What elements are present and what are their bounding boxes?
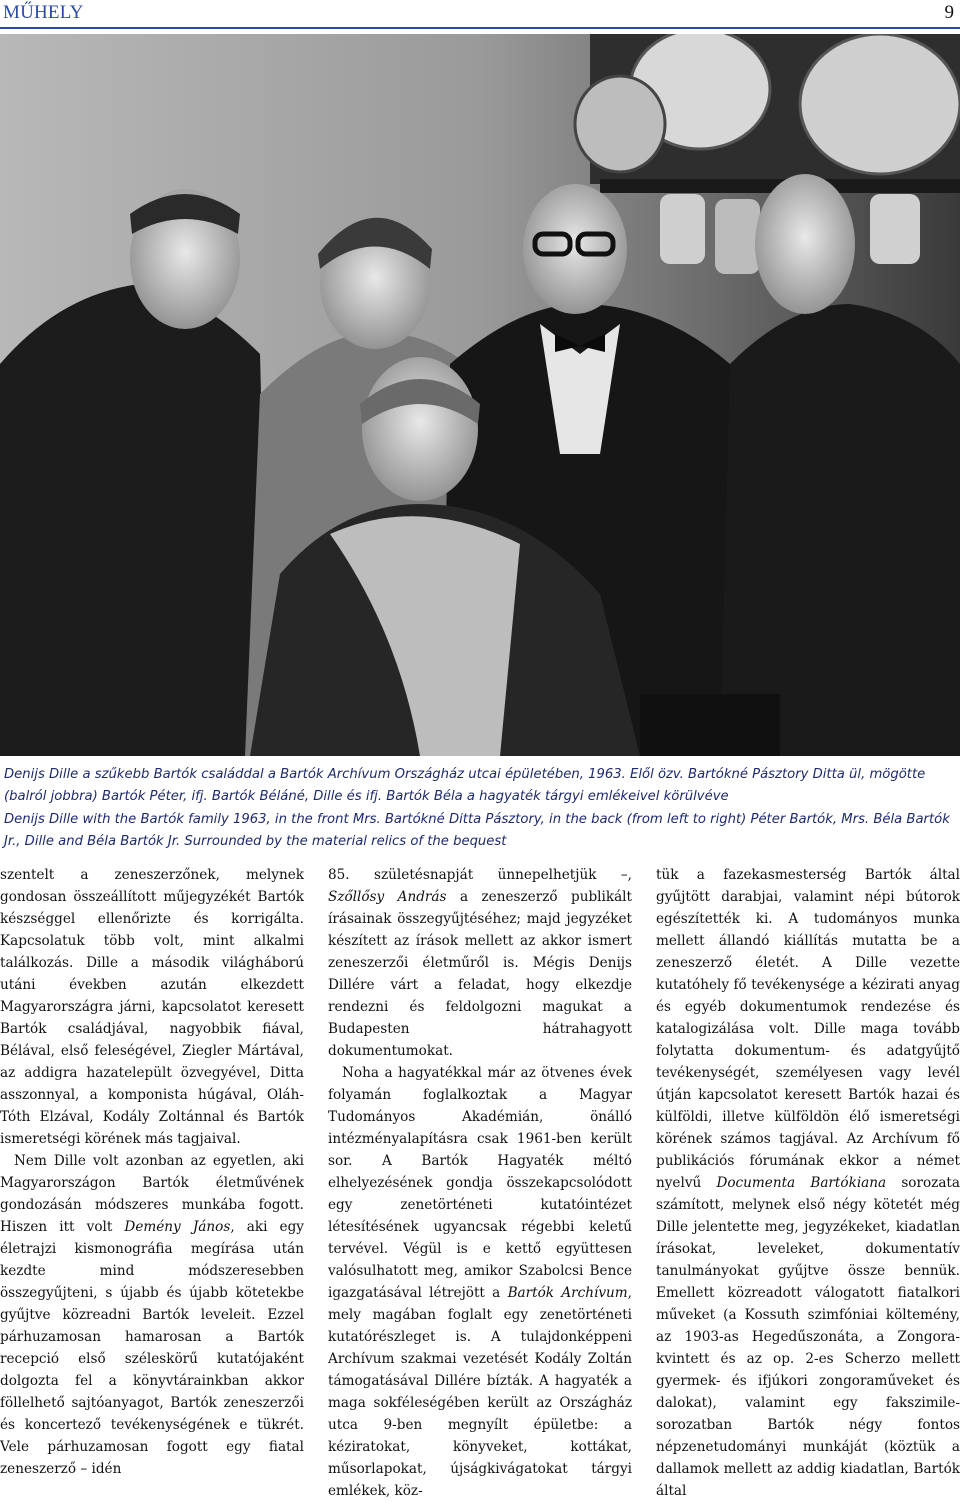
text-column-2 <box>328 864 632 1502</box>
photo-icon <box>0 34 960 756</box>
page-number: 9 <box>944 2 954 23</box>
person-name: Demény János <box>124 1219 231 1235</box>
text-run: a zeneszerző publikált írásainak összegyűjtéséhez; majd jegyzéket készített az írások mellett az akkor ismert zeneszerzői életműről is. Mégis Denijs Dillére várt a feladat, hogy elkezdje rendezni és feldolgozni magukat a Budapesten hátrahagyott dokumentumokat. <box>328 889 632 1059</box>
paragraph <box>0 1150 304 1480</box>
text-run: , aki egy életrajzi kismonográfia megírása után kezdte mind módszeresebben összegyűjteni, s újabb és újabb kötetekbe gyűjtve közreadni Bartók leveleit. Ezzel párhuzamosan hamarosan a Bartók recepció első széleskörű kutatójaként dolgozta fel a könyvtárainkban akkor föllelhető sajtóanyagot, Bartók zeneszerzői és koncertező tevékenységének e tükrét. Vele párhuzamosan fogott egy fiatal zeneszerző – idén <box>0 1219 304 1477</box>
text-run: tük a fazekasmesterség Bartók által gyűjtött darabjai, valamint népi bútorok egészítették ki. A tudományos munka mellett állandó kiállítás mutatta be a zeneszerző életét. A Dille vezette kutatóhely fő tevékenysége a kézirati anyag és egyéb dokumentumok rendezése és katalogizálása volt. Dille maga tovább folytatta dokumentum- és adatgyűjtő tevékenységét, személyesen vagy levél útján kapcsolatot keresett Bartók hazai és külföldi, illetve külföldön élő ismeretségi körének számos tagjával. Az Archívum fő publikációs fórumának ekkor a német nyelvű <box>656 867 960 1191</box>
text-column-3 <box>656 864 960 1502</box>
paragraph: szentelt a zeneszerzőnek, melynek gondosan összeállított műjegyzékét Bartók készséggel ellenőrizte és korrigálta. Kapcsolatuk több volt, mint alkalmi találkozás. Dille a második világháború utáni években azután elkezdett Magyarországra járni, kapcsolatot keresett Bartók családjával, nagyobbik fiával, Bélával, első feleségével, Ziegler Mártával, az addigra hazatelepült özvegyével, Ditta asszonnyal, a komponista húgával, Oláh-Tóth Elzával, Kodály Zoltánnal és Bartók ismeretségi körének más tagjaival. <box>0 867 304 1147</box>
article-body <box>0 864 960 1499</box>
text-run: , mely magában foglalt egy zenetörténeti kutatórészleget is. A tulajdonképpeni Archívum szakmai vezetését Kodály Zoltán támogatásával Dillére bízták. A hagyaték a maga sokféleségében került az Országház utca 9-ben megnyílt épületbe: a kéziratokat, könyveket, kottákat, műsorlapokat, újságkivágatokat tárgyi emlékek, köz- <box>328 1285 632 1499</box>
paragraph <box>328 1062 632 1502</box>
section-title: MŰHELY <box>3 2 84 23</box>
paragraph <box>656 864 960 1502</box>
text-run: Noha a hagyatékkal már az ötvenes évek folyamán foglalkoztak a Magyar Tudományos Akadémián, önálló intézményalapításra csak 1961-ben került sor. A Bartók Hagyaték méltó elhelyezésének gondja összekapcsolódott egy zenetörténeti kutatóintézet létesítésének ugyancsak régebbi keletű tervével. Végül is e kettő együttesen valósulhatott meg, amikor Szabolcsi Bence igazgatásával létrejött a <box>328 1065 632 1301</box>
page-header <box>0 0 960 26</box>
group-photograph <box>0 34 960 756</box>
text-run: sorozata számított, melynek első négy kötetét még Dille jelentette meg, jegyzékeket, kiadatlan írásokat, leveleket, dokumentatív tanulmányokat gyűjtve össze bennük. Emellett közreadott válogatott fiatalkori műveket (a Kossuth szimfóniai költemény, az 1903-as Hegedűszonáta, a Zongora-kvintett és az op. 2-es Scherzo mellett gyermek- és ifjúkori zongoraműveket és dalokat), valamint egy fakszimile-sorozatban Bartók négy fontos népzenetudományi munkáját (köztük a dallamok mellett az addig kiadatlan, Bartók által <box>656 1175 960 1499</box>
publication-title: Documenta Bartókiana <box>716 1175 887 1191</box>
institution-name: Bartók Archívum <box>507 1285 628 1301</box>
header-rule <box>0 27 960 29</box>
paragraph <box>328 864 632 1062</box>
person-name: Szőllősy András <box>328 889 447 905</box>
text-column-1 <box>0 864 304 1480</box>
caption-hungarian: Denijs Dille a szűkebb Bartók családdal a Bartók Archívum Országház utcai épületében, 1963. Elől özv. Bartókné Pásztory Ditta ül, mögötte (balról jobbra) Bartók Péter, ifj. Bartók Béláné, Dille és ifj. Bartók Béla a hagyaték tárgyi emlékeivel körülvéve <box>4 767 926 804</box>
text-run: Nem Dille volt azonban az egyetlen, aki Magyarországon Bartók életművének gondozásán módszeres munkába fogott. Hiszen itt volt <box>0 1153 304 1235</box>
text-run: 85. születésnapját ünnepelhetjük –, <box>328 867 632 883</box>
caption-english: Denijs Dille with the Bartók family 1963, in the front Mrs. Bartókné Ditta Pásztory, in the back (from left to right) Péter Bartók, Mrs. Béla Bartók Jr., Dille and Béla Bartók Jr. Surrounded by the material relics of the bequest <box>4 812 950 849</box>
photo-caption <box>4 764 956 853</box>
